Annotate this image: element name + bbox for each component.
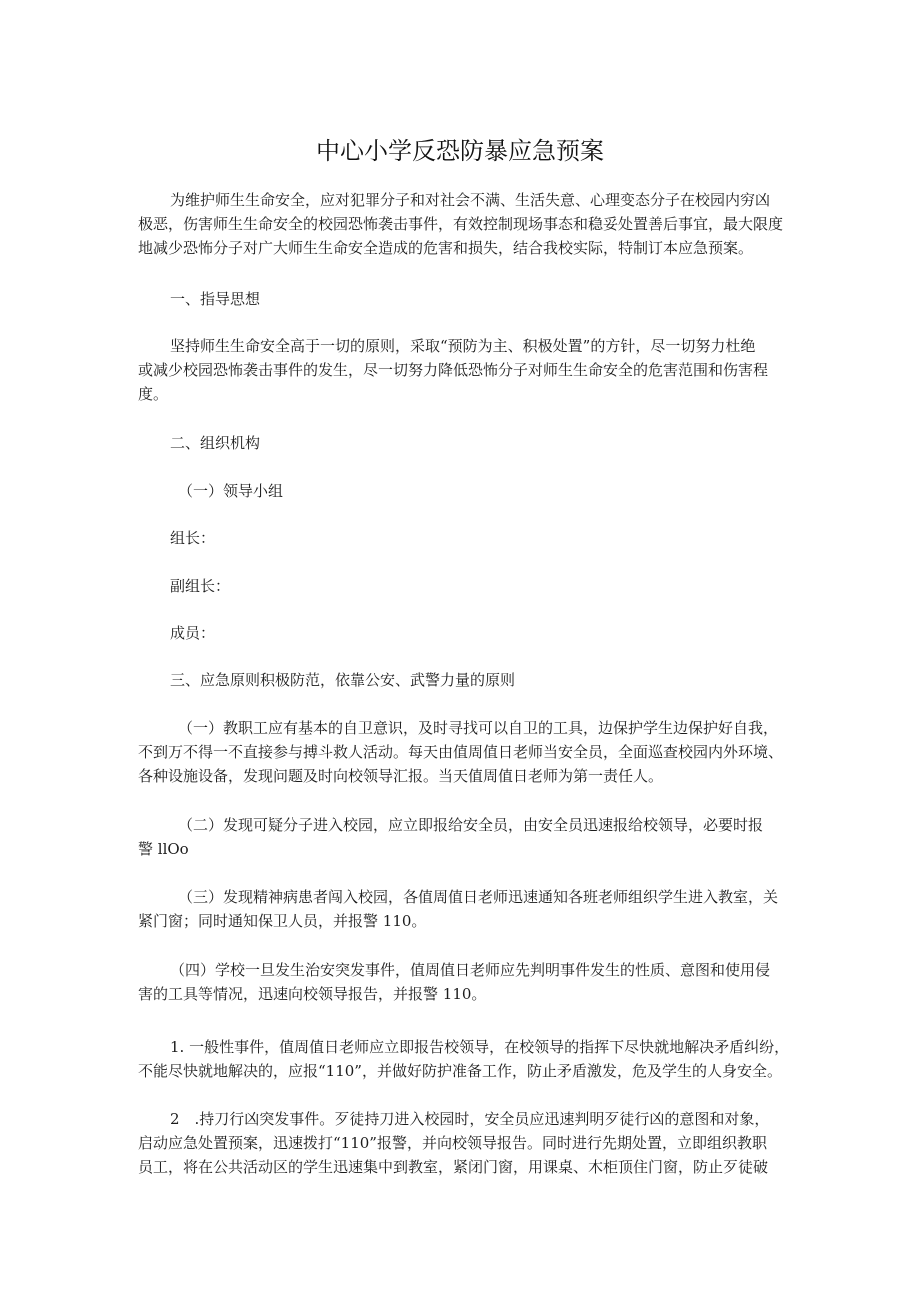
section1-paragraph [138,334,794,406]
item1-line-3: 各种设施设备，发现问题及时向校领导汇报。当天值周值日老师为第一责任人。 [138,767,664,785]
section1-line-1: 坚持师生生命安全高于一切的原则，采取“预防为主、积极处置”的方针，尽一切努力杜绝 [170,337,756,355]
section1-line-3: 度。 [138,385,169,403]
item4-line-1: （四）学校一旦发生治安突发事件，值周值日老师应先判明事件发生的性质、意图和使用侵 [170,961,771,979]
members-label: 成员： [170,624,216,642]
item1-line-2: 不到万不得一不直接参与搏斗救人活动。每天由值周值日老师当安全员，全面巡查校园内外环境、 [138,743,784,761]
subsection1-heading: （一）领导小组 [178,482,284,500]
leader-label: 组长： [170,529,216,547]
section1-line-2: 或减少校园恐怖袭击事件的发生，尽一切努力降低恐怖分子对师生生命安全的危害范围和伤害程 [138,361,769,379]
item3-paragraph [138,885,794,933]
point2-line-3: 员工，将在公共活动区的学生迅速集中到教室，紧闭门窗，用课桌、木柜顶住门窗，防止歹徒破 [138,1158,769,1176]
item1-line-1: （一）教职工应有基本的自卫意识，及时寻找可以自卫的工具，边保护学生边保护好自我， [178,719,779,737]
intro-line-3: 地减少恐怖分子对广大师生生命安全造成的危害和损失，结合我校实际，特制订本应急预案。 [138,239,754,257]
item3-line-1: （三）发现精神病患者闯入校园，各值周值日老师迅速通知各班老师组织学生进入教室，关 [178,888,779,906]
item2-line-1: （二）发现可疑分子进入校园，应立即报给安全员，由安全员迅速报给校领导，必要时报 [178,816,764,834]
intro-line-2: 极恶，伤害师生生命安全的校园恐怖袭击事件，有效控制现场事态和稳妥处置善后事宜，最大限度 [138,215,784,233]
document-title: 中心小学反恐防暴应急预案 [316,137,604,165]
item3-line-2: 紧门窗；同时通知保卫人员，并报警 110。 [138,912,427,930]
point2-line-2: 启动应急处置预案，迅速拨打“110”报警，并向校领导报告。同时进行先期处置，立即组织教职 [138,1134,767,1152]
point2-paragraph [138,1107,794,1179]
deputy-label: 副组长： [170,577,231,595]
point2-line-1: 2 .持刀行凶突发事件。歹徒持刀进入校园时，安全员应迅速判明歹徒行凶的意图和对象， [170,1110,770,1128]
section1-heading: 一、指导思想 [170,290,261,308]
section2-heading: 二、组织机构 [170,434,261,452]
point1-line-2: 不能尽快就地解决的，应报“110”，并做好防护准备工作，防止矛盾激发，危及学生的人身安全。 [138,1062,782,1080]
item4-paragraph [138,958,794,1006]
point1-line-1: 1. 一般性事件，值周值日老师应立即报告校领导，在校领导的指挥下尽快就地解决矛盾纠纷， [170,1038,790,1056]
item1-paragraph [138,716,794,788]
item2-line-2: 警 llOo [138,840,189,858]
intro-paragraph [138,188,794,260]
item2-paragraph [138,813,794,861]
item4-line-2: 害的工具等情况，迅速向校领导报告，并报警 110。 [138,985,487,1003]
intro-line-1: 为维护师生生命安全，应对犯罪分子和对社会不满、生活失意、心理变态分子在校园内穷凶 [170,191,771,209]
point1-paragraph [138,1035,794,1083]
section3-heading: 三、应急原则积极防范，依靠公安、武警力量的原则 [170,671,516,689]
